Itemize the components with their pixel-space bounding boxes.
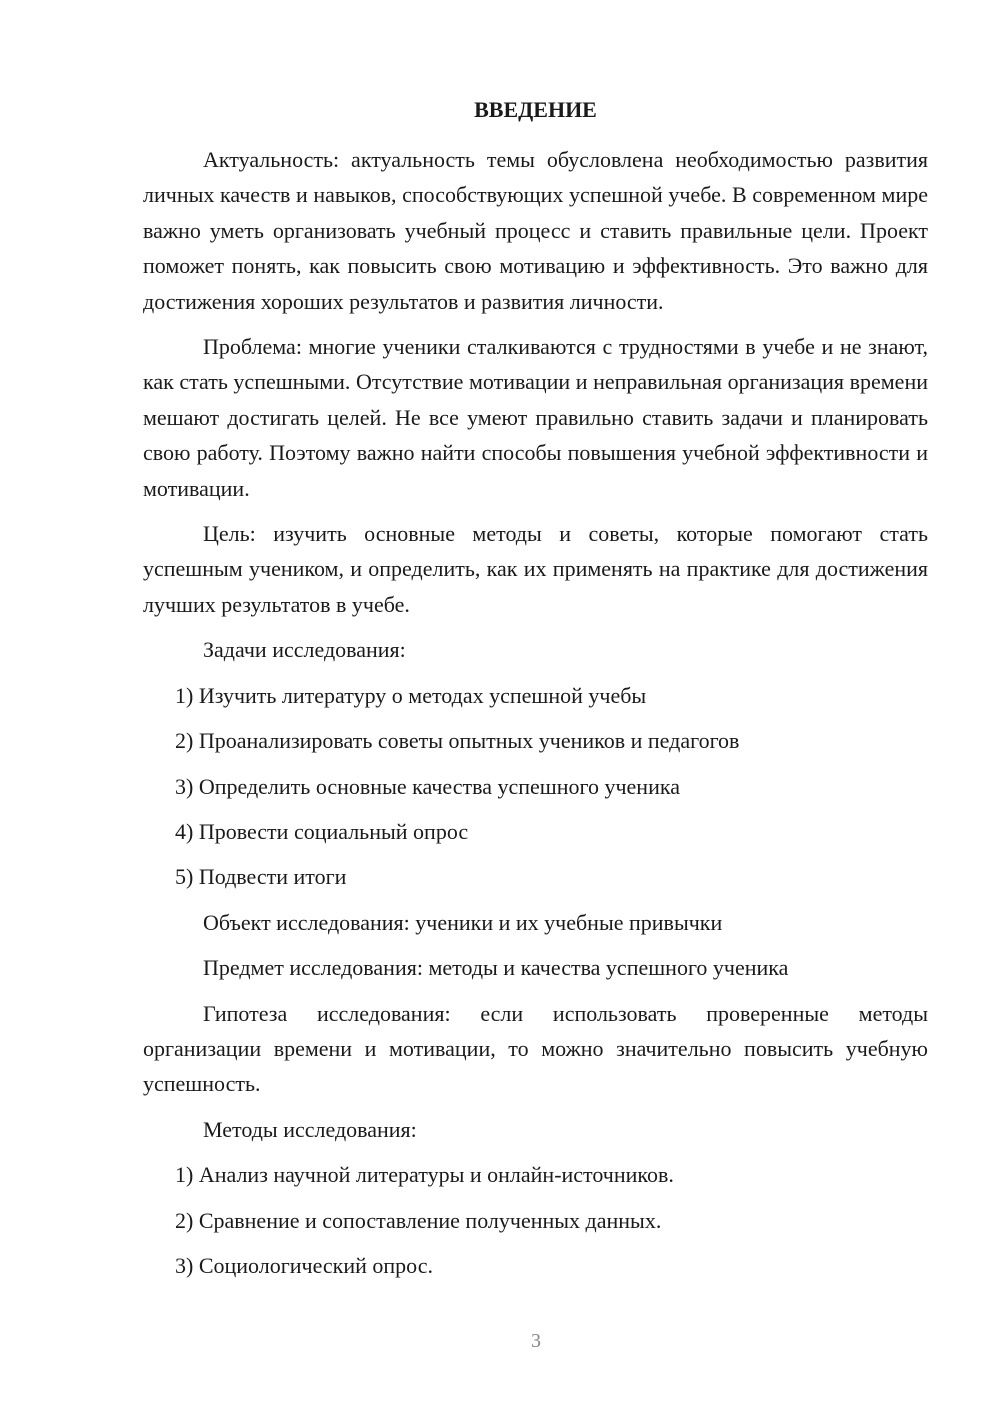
list-item: 5) Подвести итоги: [175, 864, 347, 890]
tasks-heading: Задачи исследования:: [203, 637, 406, 663]
list-item: 2) Сравнение и сопоставление полученных данных.: [175, 1207, 662, 1233]
list-item: 3) Определить основные качества успешного ученика: [175, 773, 680, 799]
list-item: 2) Проанализировать советы опытных учеников и педагогов: [175, 728, 740, 754]
paragraph-problem: Проблема: многие ученики сталкиваются с трудностями в учебе и не знают, как стать успешными. Отсутствие мотивации и неправильная организация времени мешают достигать целей. Не все умеют правильно ставить задачи и планировать свою работу. Поэтому важно найти способы повышения учебной эффективности и мотивации.: [143, 334, 928, 501]
list-item: 1) Изучить литературу о методах успешной учебы: [175, 682, 647, 708]
tasks-list: [143, 678, 928, 895]
page-number: 3: [531, 1330, 541, 1352]
document-page: [143, 92, 928, 1293]
list-item: 1) Анализ научной литературы и онлайн-источников.: [175, 1162, 674, 1188]
paragraph-object: Объект исследования: ученики и их учебные привычки: [203, 909, 723, 935]
list-item: 3) Социологический опрос.: [175, 1252, 433, 1278]
list-item: 4) Провести социальный опрос: [175, 818, 469, 844]
paragraph-subject: Предмет исследования: методы и качества успешного ученика: [203, 955, 789, 981]
methods-heading: Методы исследования:: [203, 1116, 417, 1142]
paragraph-hypothesis: Гипотеза исследования: если использовать проверенные методы организации времени и мотивации, то можно значительно повысить учебную успешность.: [143, 1000, 928, 1097]
methods-list: [143, 1157, 928, 1283]
paragraph-relevance: Актуальность: актуальность темы обусловлена необходимостью развития личных качеств и навыков, способствующих успешной учебе. В современном мире важно уметь организовать учебный процесс и ставить правильные цели. Проект поможет понять, как повысить свою мотивацию и эффективность. Это важно для достижения хороших результатов и развития личности.: [143, 147, 928, 314]
paragraph-goal: Цель: изучить основные методы и советы, которые помогают стать успешным учеником, и определить, как их применять на практике для достижения лучших результатов в учебе.: [143, 521, 928, 617]
section-title: ВВЕДЕНИЕ: [474, 97, 597, 122]
